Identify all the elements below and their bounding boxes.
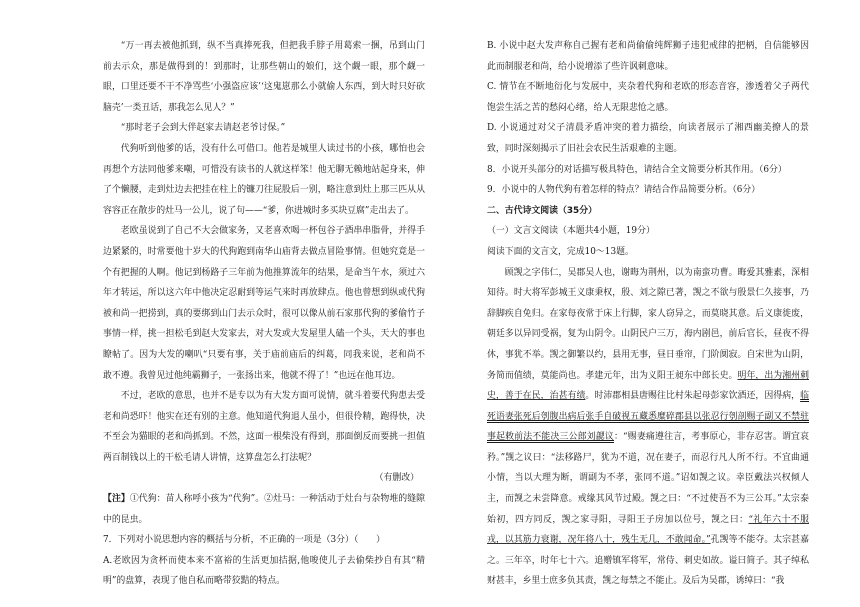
story-paragraph-2: “那时老子会到大伴赵家去请赵老爷讨保。” [120,123,286,134]
question-7-option-d: D. 小说通过对父子清晨矛盾冲突的着力描绘，向读者展示了湘西幽美撩人的景致，同时深刻揭示了旧社会农民生活艰难的主题。 [487,123,809,154]
citation-note: （有删改） [374,473,419,484]
question-7-option-b: B. 小说中赵大发声称自己握有老和尚偷偷纯辉狮子违犯戒律的把柄，自信能够因此而制服老和尚，给小说增添了些许讽刺意味。 [487,41,809,72]
passage-part-3: ：“赐妻痛遵往言，考事原心，非存忍害。谓宜哀矜。”觊之议曰：“法移路尸，犹为不道，况在妻子，而忍行凡人所不行。不宜曲通小情，当以大理为断，谓副为不孝，张同不道。”诏如觊之议。幸臣戴法兴权倾人主，而觊之未尝降意。戒缘其风节过殿。觊之曰：“不过使吾不为三公耳。”太宗泰始初，四方同反，觊之家寻阳，寻阳王子房加以位号，觊之曰： [487,432,809,525]
footnote-tag: 【注】 [103,494,130,505]
footnote-body: ①代狗：苗人称呼小孩为“代狗”。②灶马：一种活动于灶台与杂物堆的缝隙中的昆虫。 [103,494,426,525]
question-7-option-a: A.老欧因为贪杯而使本来不富裕的生活更加拮据,他唆使儿子去偷柴抄自有其“精明”的盘算，表现了他自私而略带狡黠的特点。 [103,555,425,587]
footnote [103,489,425,530]
reading-instruction: 阅读下面的文言文，完成10～13题。 [487,246,634,257]
wavy-underlined-sentence: 临死语妻张死后刳腹出病后张手自破视五藏悉糜碎郡县以张忍行刳剖赐子副又不禁驻事起敕前法不能决三公郎刘勰议 [487,391,810,443]
passage-part-4: 孔觊等不能夺。太宗甚嘉之。三年卒，时年七十六。追赠镇军将军，常侍、刺史如故。谥曰简子。其子绰私财甚丰，乡里士庶多负其责，觊之每禁之不能止。及后为吴郡，诱绰曰：“我 [487,535,809,587]
underlined-sentence-1: 明年，出为湘州刺史，善于在民，治甚有绩 [487,370,809,402]
left-column [103,36,425,592]
section-2-heading: 二、古代诗文阅读（35分） [487,205,597,216]
question-8: 8．小说开头部分的对话描写极具特色，请结合全文简要分析其作用。（6分） [487,164,787,175]
story-paragraph-4: 老欧虽说到了自己不大会做家务，又老喜欢喝一杯包谷子酒串串脂骨，并得手边紧紧的，时常要他十岁大的代狗跑到南华山庙背去做点冒险事情。但她究竟是一个有把握的人啊。他记到杨路子三年前为他推算流年的结果，是命当午水，须过六年才转运，所以这六年中他决定忍耐到等运气来时再放肆点。他也曾想到纵或代狗被和尚一把捞到，真的要绑到山门去示众时，很可以像从前石家那代狗的爹偷竹子事情一样，挑一担松毛到赵大发家去，对大发或大发屋里人磕一个头，天大的事也瞭帖了。因为大发的喇叭“只要有事，关于庙前庙后的纠葛，同我来说，老和尚不敢不遵。我曾见过他纯霸狮子，一张扬出来，他就不得了！”也远在他耳边。 [103,226,425,381]
right-column [487,36,809,592]
story-paragraph-5: 不过，老欧的意思，也并不是专以为有大发方面可说情，就斗着要代狗患去受老和尚恐吓！他实在还有别的主意。他知道代狗退人虽小，但很伶精，跑得快，决不至会为猫眼的老和尚抓到。不然，这面一根柴没有得到，那面倒反而要挑一担值两百制钱以上的干松毛请人讲情，这算盘怎么打法呢？ [103,391,425,463]
classical-passage [487,263,809,593]
story-paragraph-3: 代狗听到他爹的话，没有什么可借口。他若是城里人读过书的小孩，哪怕也会再想个方法同他爹来嘲，可惜没有读书的人就这样笨！他无聊无赖地站起身来，伸了个懒腰，走到灶边去把挂在柱上的镰刀往屁股后一别，略注意到灶上那三匹从从容容正在散步的灶马一公儿，说了句——“爹，你进城时多买块豆腐”走出去了。 [103,143,425,216]
question-9: 9．小说中的人物代狗有着怎样的特点？请结合作品简要分析。（6分） [487,185,761,196]
underlined-sentence-2: “礼年六十不服戎，以其筋力衰谢，况年将八十，残生无几，不敢闻命。” [487,514,809,546]
story-paragraph-1: “万一再去被他抓到，纵不当真捧死我，但把我手脖子用葛索一捆，吊到山门前去示众，那是做得到的！到那时，让那些朝山的娘们，这个觑一眼，那个觑一眼，口里还要不干不净骂些‘小强盗应该’‘这鬼崽那么小就偷人东西，到大时只好砍脑壳’一类丑话，那我怎么见人？” [103,41,425,113]
passage-part-1: 顾觊之字伟仁，吴郡吴人也，谢晦为荆州，以为南蛮功曹。晦爱其雅素，深相知待。时大将军彭城王义康秉权，殷、刘之隙已著，觊之不欲与殷景仁久接事，乃辞脚疾自免归。在家每夜常于床上行脚，家人窃异之，而莫晓其意。后义康徙废，朝廷多以异同受祸，复为山阴令。山阴民户三万，海内剧邑，前后官长，昼夜不得休，事犹不举。觊之御繁以约，县用无事，昼日垂帘，门阶阒寂。自宋世为山阴，务简而值绩，莫能尚也。孝建元年，出为义阳王昶东中郎长史。 [487,267,809,381]
question-7-option-c: C. 情节在不断地衍化与发展中，夹杂着代狗和老欧的形态音容，渗透着父子两代饱尝生活之苦的愁闷心绪，给人无限悲怆之感。 [487,82,809,113]
question-7: 7．下列对小说思想内容的概括与分析，不正确的一项是（3分）（ ） [103,535,385,546]
subsection-heading: （一）文言文阅读（本题共4小题，19分） [487,226,655,237]
passage-part-2: 。时沛郡相县唐赐往比村朱起母彭家饮酒还，因得病， [585,391,801,402]
